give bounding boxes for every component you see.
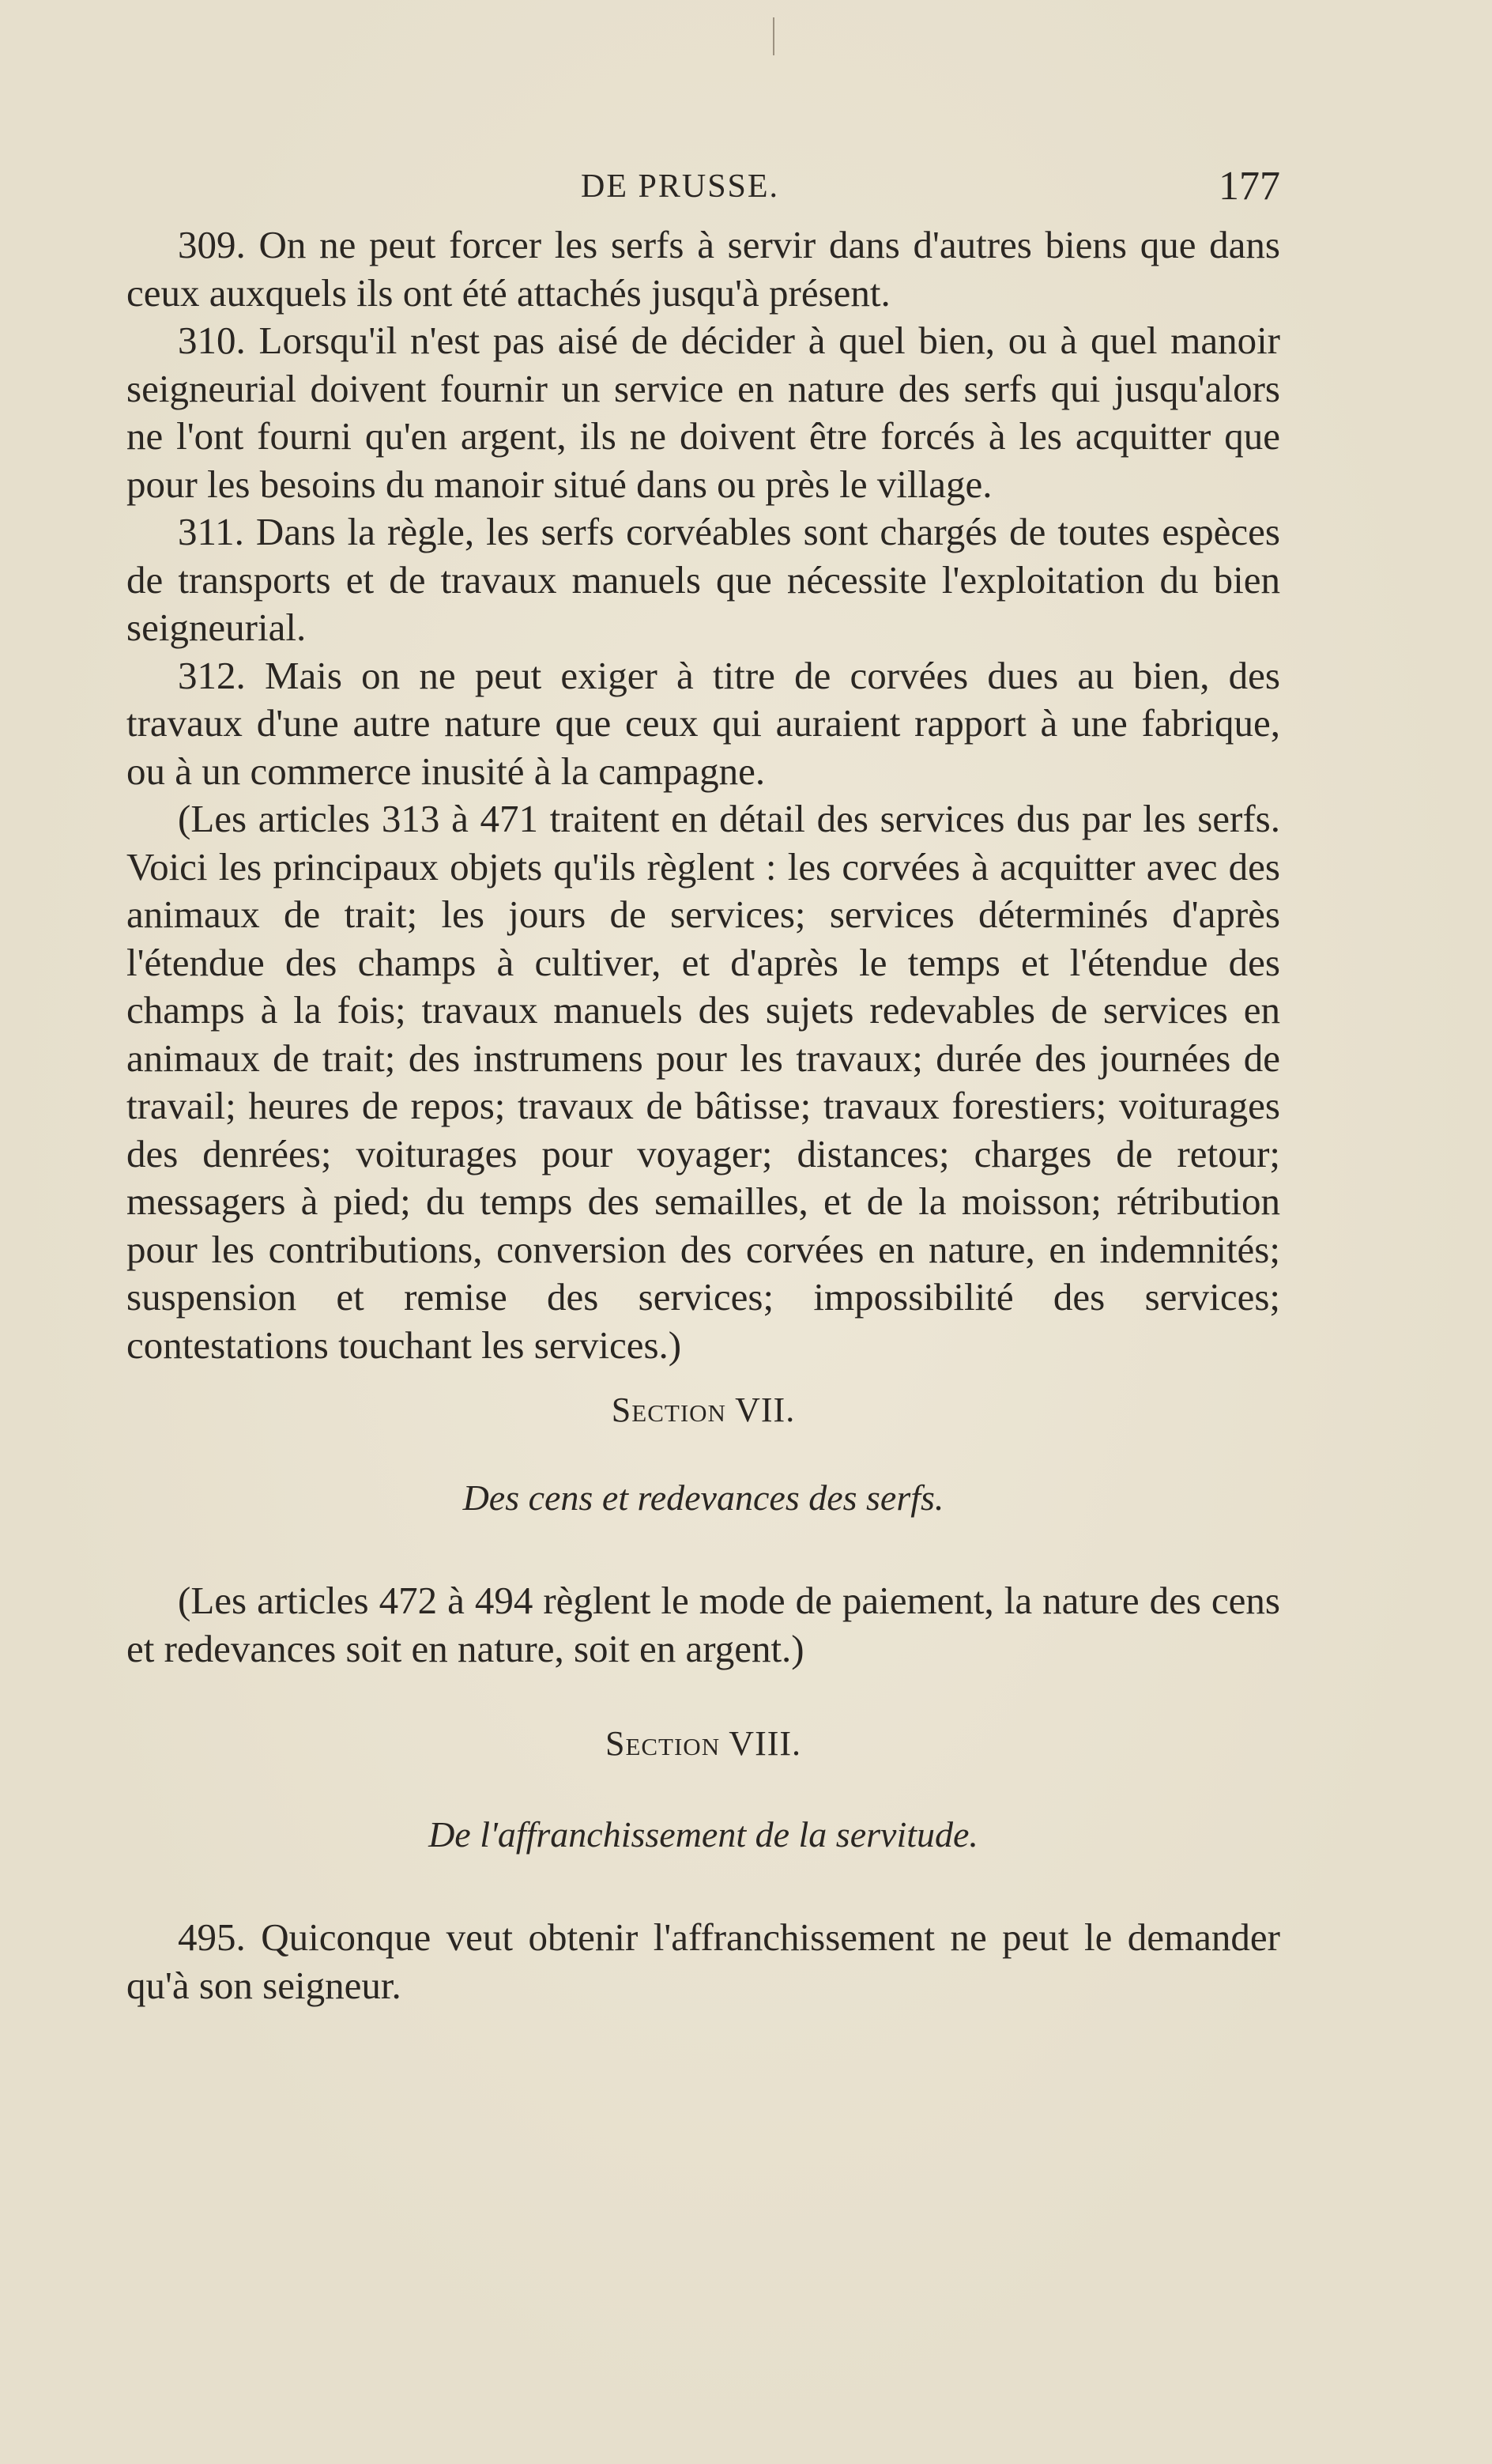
article-312: 312. Mais on ne peut exiger à titre de corvées dues au bien, des travaux d'une autre nature que ceux qui auraient rapport à une fabrique, ou à un commerce inusité à la campagne. [126,653,1280,793]
section-8-heading: Section VIII. [605,1724,802,1763]
binding-mark [773,17,774,55]
articles-313-471-summary: (Les articles 313 à 471 traitent en détail des services dus par les serfs. Voici les principaux objets qu'ils règlent : les corvées à acquitter avec des animaux de trait; les jours de services; services déterminés d'après l'étendue des champs à cultiver, et d'après le temps et l'étendue des champs à la fois; travaux manuels des sujets redevables de services en animaux de trait; des instrumens pour les travaux; durée des journées de travail; heures de repos; travaux de bâtisse; travaux forestiers; voiturages des denrées; voiturages pour voyager; distances; charges de retour; messagers à pied; du temps des semailles, et de la moisson; rétribution pour les contributions, conversion des corvées en nature, en indemnités; suspension et remise des services; impossibilité des services; contestations touchant les services.) [126,797,1280,1367]
section-8-subtitle: De l'affranchissement de la servitude. [428,1813,978,1855]
articles-472-494-summary: (Les articles 472 à 494 règlent le mode de paiement, la nature des cens et redevances soit en nature, soit en argent.) [126,1579,1280,1670]
running-head [126,164,1280,215]
article-311: 311. Dans la règle, les serfs corvéables sont chargés de toutes espèces de transports et de travaux manuels que nécessite l'exploitation du bien seigneurial. [126,510,1280,649]
page-number: 177 [1219,164,1280,209]
article-309: 309. On ne peut forcer les serfs à servir dans d'autres biens que dans ceux auxquels ils ont été attachés jusqu'à présent. [126,223,1280,315]
running-title: DE PRUSSE. [581,168,780,205]
article-495: 495. Quiconque veut obtenir l'affranchissement ne peut le demander qu'à son seigneur. [126,1915,1280,2007]
page-body [126,221,1280,2009]
article-310: 310. Lorsqu'il n'est pas aisé de décider à quel bien, ou à quel manoir seigneurial doivent fournir un service en nature des serfs qui jusqu'alors ne l'ont fourni qu'en argent, ils ne doivent être forcés à les acquitter que pour les besoins du manoir situé dans ou près le village. [126,319,1280,506]
section-7-subtitle: Des cens et redevances des serfs. [462,1477,944,1518]
section-7-heading: Section VII. [611,1390,796,1429]
